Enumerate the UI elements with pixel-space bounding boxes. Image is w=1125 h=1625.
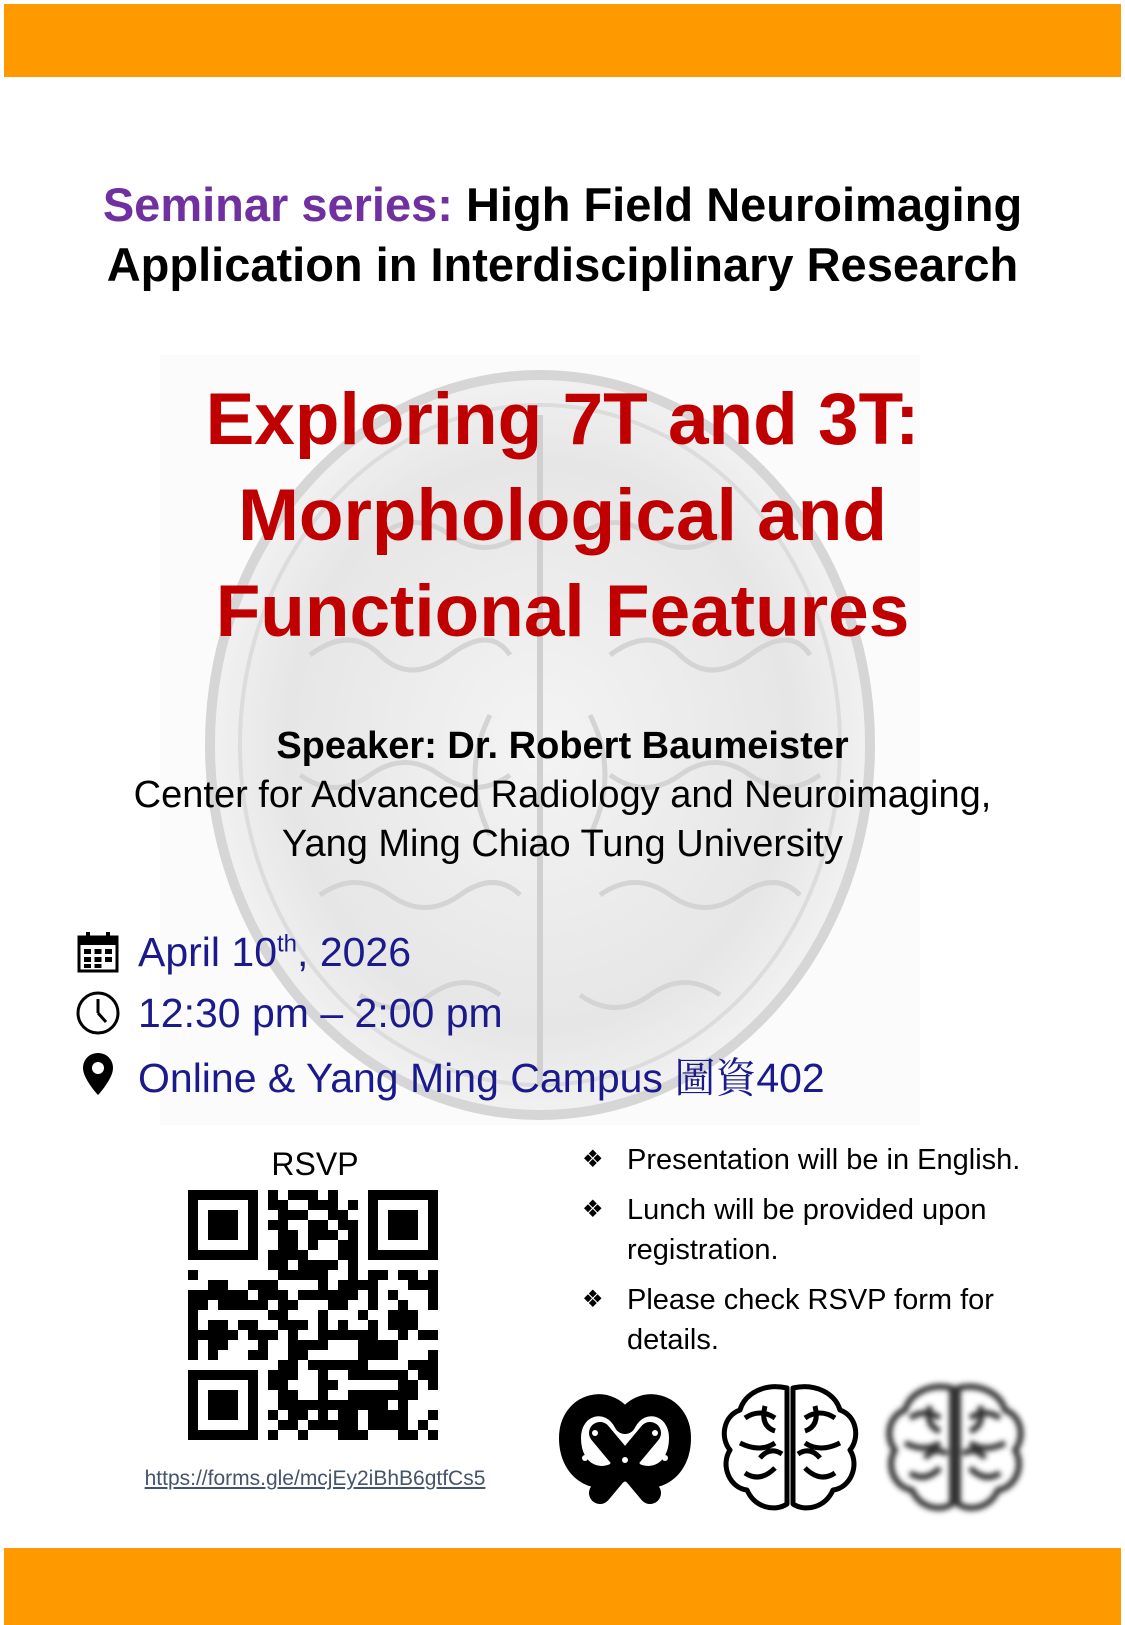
brain-icon [715, 1378, 865, 1518]
speaker-affiliation-line2: Yang Ming Chiao Tung University [281, 823, 844, 865]
diamond-bullet-icon: ❖ [582, 1196, 604, 1223]
diamond-bullet-icon: ❖ [582, 1286, 604, 1313]
date-main: April 10 [138, 928, 278, 975]
note-text: Presentation will be in English. [627, 1144, 1021, 1176]
series-lead: Seminar series: [102, 178, 453, 231]
note-item [582, 1280, 1082, 1360]
rsvp-label: RSVP [271, 1146, 359, 1182]
note-item [582, 1140, 1082, 1180]
calendar-icon [72, 927, 124, 977]
location-pin-icon [72, 1049, 124, 1099]
note-item [582, 1190, 1082, 1270]
qr-code[interactable] [188, 1190, 438, 1440]
event-date-row [72, 927, 411, 977]
series-topic-line2: Application in Interdisciplinary Research [106, 238, 1019, 291]
talk-title-line3: Functional Features [215, 571, 910, 652]
event-location: Online & Yang Ming Campus 圖資402 [138, 1054, 825, 1101]
series-topic-line1: High Field Neuroimaging [465, 178, 1023, 231]
speaker-block [0, 722, 1125, 869]
speaker-name: Speaker: Dr. Robert Baumeister [276, 725, 849, 767]
note-text: Lunch will be provided upon registration. [627, 1194, 987, 1266]
seminar-series-heading [0, 175, 1125, 295]
decorative-icons [555, 1378, 1055, 1518]
event-time: 12:30 pm – 2:00 pm [138, 989, 503, 1036]
bottom-accent-bar [4, 1548, 1121, 1625]
diamond-bullet-icon: ❖ [582, 1146, 604, 1173]
rsvp-link[interactable]: https://forms.gle/mcjEy2iBhB6gtfCs5 [144, 1467, 486, 1490]
talk-title-line2: Morphological and [238, 475, 887, 556]
date-year: , 2026 [297, 928, 412, 975]
top-accent-bar [4, 4, 1121, 77]
speaker-affiliation-line1: Center for Advanced Radiology and Neuroimaging, [133, 774, 992, 816]
event-location-row [72, 1049, 825, 1099]
blurred-brain-icon [880, 1378, 1030, 1518]
clock-icon [72, 988, 124, 1038]
talk-title-line1: Exploring 7T and 3T: [205, 379, 920, 460]
pretzel-icon [555, 1378, 695, 1518]
event-time-row [72, 988, 503, 1038]
note-text: Please check RSVP form for details. [627, 1284, 994, 1356]
date-suffix: th [277, 929, 298, 957]
talk-title [0, 372, 1125, 660]
event-date [138, 929, 411, 976]
notes-list [582, 1140, 1082, 1370]
